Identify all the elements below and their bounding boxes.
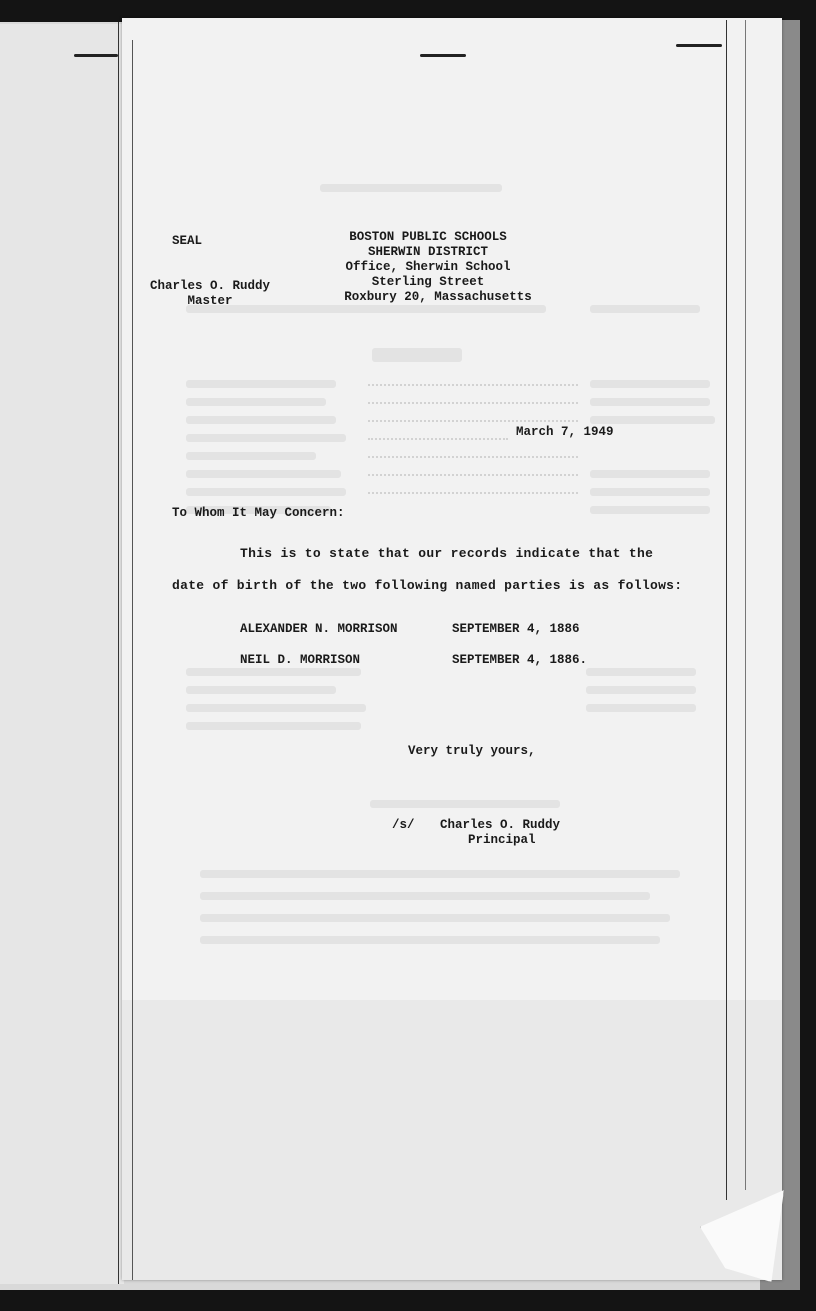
master-name: Charles O. Ruddy [149, 279, 271, 293]
seal-label: SEAL [172, 234, 203, 248]
letterhead-line-2: SHERWIN DISTRICT [367, 245, 489, 259]
signature-name: Charles O. Ruddy [440, 818, 561, 832]
letterhead-line-4: Sterling Street [371, 275, 485, 289]
master-title: Master [187, 294, 233, 308]
closing: Very truly yours, [408, 744, 536, 758]
binding-strip [0, 24, 124, 1284]
bleed-through-line [200, 936, 660, 944]
body-line-1: This is to state that our records indicate that the [240, 546, 654, 561]
record-dob: SEPTEMBER 4, 1886. [452, 653, 588, 667]
bleed-through-line [186, 434, 346, 442]
bleed-through-line [590, 380, 710, 388]
bleed-through-dots [368, 492, 578, 496]
margin-line-right [726, 20, 727, 1200]
bleed-through-dots [368, 420, 578, 424]
bleed-through-dots [368, 402, 578, 406]
bleed-through-line [186, 722, 361, 730]
bleed-through-dots [368, 456, 578, 460]
bleed-through-line [586, 668, 696, 676]
body-line-2: date of birth of the two following named parties is as follows: [172, 578, 683, 593]
bleed-through-line [590, 398, 710, 406]
bleed-through-dots [368, 474, 578, 478]
binding-line-left [118, 22, 119, 1284]
signature-title: Principal [468, 833, 536, 847]
bleed-through-line [586, 686, 696, 694]
bleed-through-line [186, 704, 366, 712]
bleed-through-line [200, 870, 680, 878]
record-name: NEIL D. MORRISON [240, 653, 361, 667]
bleed-through-line [590, 488, 710, 496]
punch-mark-2 [420, 54, 466, 57]
bleed-through-line [586, 704, 696, 712]
punch-mark-1 [74, 54, 118, 57]
bleed-through-line [186, 488, 346, 496]
letterhead-line-5: Roxbury 20, Massachusetts [344, 290, 532, 304]
bleed-through-dots [368, 384, 578, 388]
bleed-through-line [186, 686, 336, 694]
letterhead-line-1: BOSTON PUBLIC SCHOOLS [349, 230, 507, 244]
letter-date: March 7, 1949 [516, 425, 614, 439]
bleed-through-heading [320, 184, 502, 192]
bleed-through-line [186, 398, 326, 406]
bleed-through-line [200, 892, 650, 900]
bleed-through-line [370, 800, 560, 808]
bleed-through-line [590, 506, 710, 514]
bleed-through-line [186, 416, 336, 424]
paper-lower-fold [122, 1000, 782, 1280]
bleed-through-line [186, 470, 341, 478]
signature-mark: /s/ [392, 818, 415, 832]
bleed-through-dots [368, 438, 508, 442]
bleed-through-line [186, 668, 361, 676]
bleed-through-line [200, 914, 670, 922]
bleed-through-line [590, 305, 700, 313]
bleed-through-line [590, 416, 715, 424]
bleed-through-line [186, 380, 336, 388]
bleed-through-title [372, 348, 462, 362]
record-dob: SEPTEMBER 4, 1886 [452, 622, 580, 636]
punch-mark-3 [676, 44, 722, 47]
binding-line-inner [132, 40, 133, 1280]
margin-line-right-2 [745, 20, 746, 1190]
bleed-through-line [590, 470, 710, 478]
record-name: ALEXANDER N. MORRISON [240, 622, 398, 636]
bleed-through-line [186, 452, 316, 460]
salutation: To Whom It May Concern: [172, 506, 345, 520]
letterhead-line-3: Office, Sherwin School [345, 260, 511, 274]
